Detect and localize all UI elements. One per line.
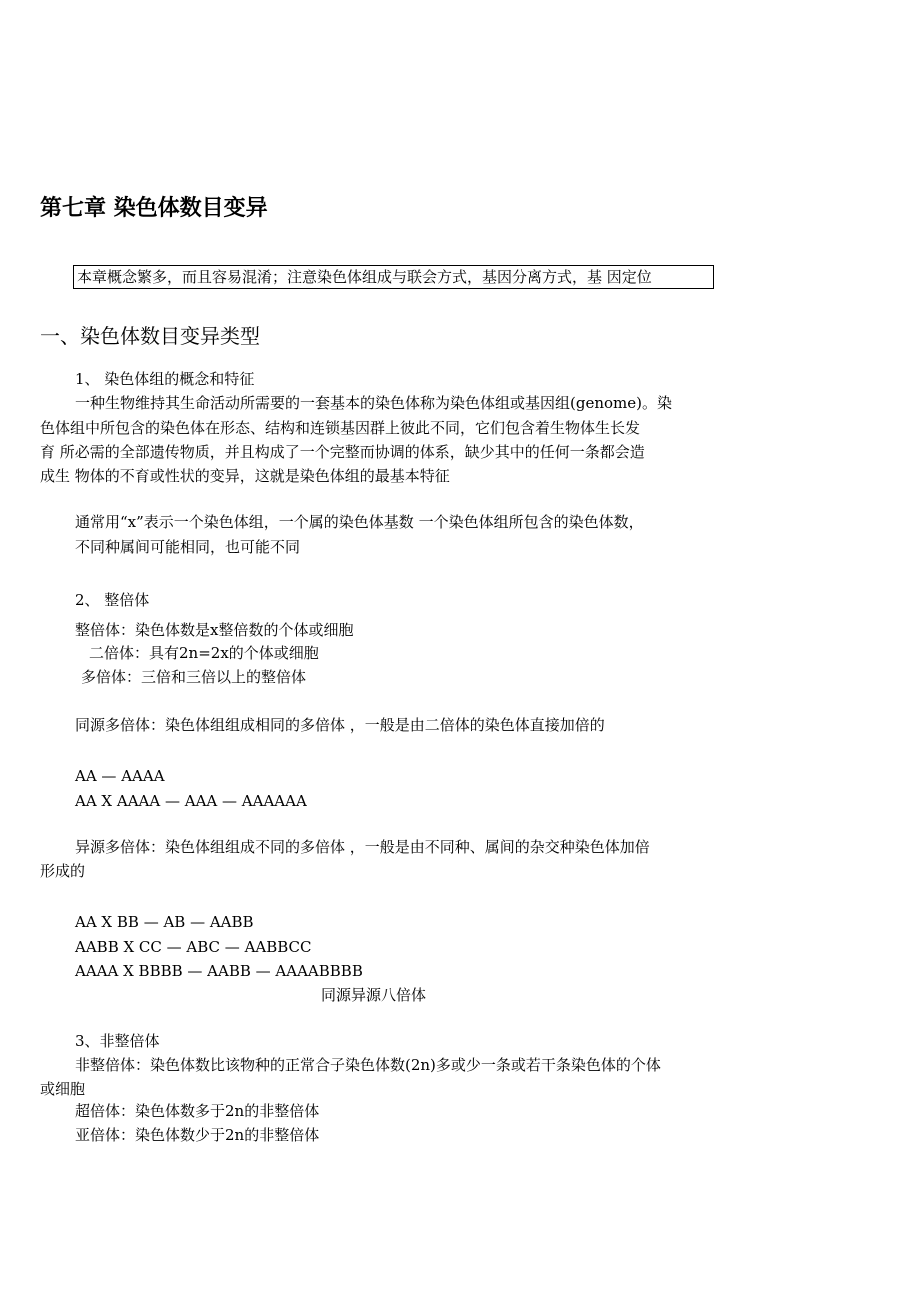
definition-hypoploid: 亚倍体：染色体数少于2n的非整倍体	[75, 1126, 320, 1144]
definition-aneuploid-cont: 或细胞	[40, 1080, 86, 1098]
paragraph-line: 一种生物维持其生命活动所需要的一套基本的染色体称为染色体组或基因组(genome)。染	[75, 394, 672, 412]
subsection-heading-euploid: 2、 整倍体	[75, 591, 150, 609]
equation-caption: 同源异源八倍体	[321, 986, 427, 1004]
paragraph-line: 育 所必需的全部遗传物质，并且构成了一个完整而协调的体系，缺少其中的任何一条都会造	[40, 443, 645, 461]
subsection-heading-genome: 1、 染色体组的概念和特征	[75, 370, 255, 388]
paragraph-line: 通常用“x”表示一个染色体组，一个属的染色体基数 一个染色体组所包含的染色体数，	[75, 513, 644, 531]
equation-line: AAAA X BBBB — AABB — AAAABBBB	[75, 962, 363, 980]
definition-autopolyploid: 同源多倍体：染色体组组成相同的多倍体 ，一般是由二倍体的染色体直接加倍的	[75, 716, 605, 734]
definition-aneuploid: 非整倍体：染色体数比该物种的正常合子染色体数(2n)多或少一条或若干条染色体的个体	[75, 1056, 661, 1074]
equation-line: AA — AAAA	[75, 767, 165, 785]
chapter-note-box: 本章概念繁多，而且容易混淆；注意染色体组成与联会方式，基因分离方式，基 因定位	[73, 265, 714, 289]
definition-allopolyploid-cont: 形成的	[40, 862, 86, 880]
paragraph-line: 成生 物体的不育或性状的变异，这就是染色体组的最基本特征	[40, 467, 450, 485]
definition-diploid: 二倍体：具有2n=2x的个体或细胞	[89, 644, 319, 662]
paragraph-line: 不同种属间可能相同，也可能不同	[75, 538, 301, 556]
definition-euploid: 整倍体：染色体数是x整倍数的个体或细胞	[75, 621, 354, 639]
definition-polyploid: 多倍体：三倍和三倍以上的整倍体	[81, 668, 307, 686]
definition-allopolyploid: 异源多倍体：染色体组组成不同的多倍体 ，一般是由不同种、属间的杂交种染色体加倍	[75, 838, 650, 856]
section-title: 一、染色体数目变异类型	[40, 324, 260, 348]
chapter-title: 第七章 染色体数目变异	[40, 196, 268, 221]
equation-line: AA X BB — AB — AABB	[75, 913, 254, 931]
paragraph-line: 色体组中所包含的染色体在形态、结构和连锁基因群上彼此不同，它们包含着生物体生长发	[40, 419, 641, 437]
subsection-heading-aneuploid: 3、非整倍体	[75, 1032, 160, 1050]
definition-hyperploid: 超倍体：染色体数多于2n的非整倍体	[75, 1102, 320, 1120]
equation-line: AABB X CC — ABC — AABBCC	[75, 938, 312, 956]
equation-line: AA X AAAA — AAA — AAAAAA	[75, 792, 307, 810]
